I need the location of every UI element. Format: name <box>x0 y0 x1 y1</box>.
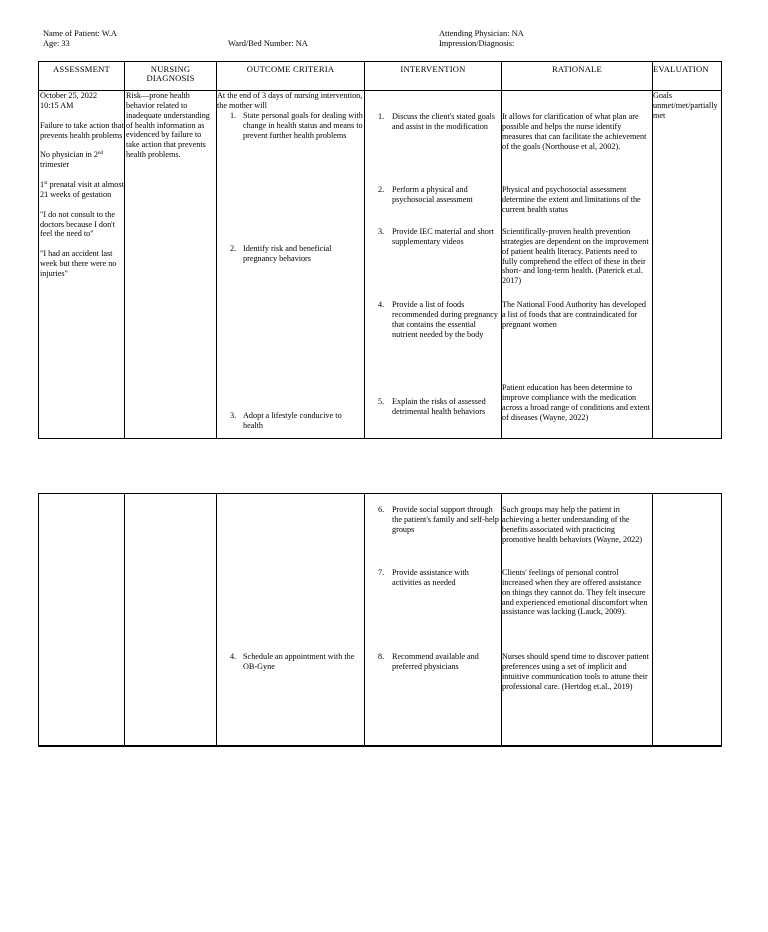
impression-diagnosis: Impression/Diagnosis: <box>439 39 515 48</box>
col-evaluation: EVALUATION <box>653 62 722 91</box>
assessment-cue: Failure to take action that prevents health problems <box>40 120 124 140</box>
nursing-diagnosis-text: Risk—prone health behavior related to inadequate understanding of health information as evidenced by failure to take action that prevents health problems. <box>126 91 210 160</box>
intervention-number: 5. <box>378 397 385 406</box>
intervention-cell <box>365 494 502 746</box>
rationale-text: It allows for clarification of what plan are possible and helps the nurse identify measures that can facilitate the achievement of the goals (Northouse et al, 2002). <box>502 112 647 151</box>
outcome-number: 3. <box>230 411 237 420</box>
intervention-number: 7. <box>378 568 385 577</box>
outcome-number: 2. <box>230 244 237 253</box>
outcome-number: 1. <box>230 111 237 120</box>
patient-name: Name of Patient: W.A <box>43 29 117 38</box>
intervention-item: Perform a physical and psychosocial assessment <box>392 185 473 204</box>
outcome-intro: At the end of 3 days of nursing intervention, the mother will <box>217 91 363 110</box>
care-plan-table-page-2 <box>38 493 722 747</box>
patient-age: Age: 33 <box>43 39 70 48</box>
evaluation-cell <box>653 91 722 439</box>
intervention-item: Provide assistance with activities as needed <box>392 568 469 587</box>
assessment-cell <box>39 91 125 439</box>
outcome-cell <box>217 91 365 439</box>
outcome-number: 4. <box>230 652 237 661</box>
table-row <box>39 494 722 746</box>
intervention-number: 4. <box>378 300 385 309</box>
assessment-cell <box>39 494 125 746</box>
assessment-date: October 25, 2022 <box>40 91 98 100</box>
outcome-cell <box>217 494 365 746</box>
rationale-cell <box>502 91 653 439</box>
assessment-quote: "I had an accident last week but there were no injuries" <box>40 249 117 278</box>
intervention-number: 2. <box>378 185 385 194</box>
outcome-item: Schedule an appointment with the OB-Gyne <box>243 652 355 671</box>
intervention-item: Discuss the client's stated goals and assist in the modification <box>392 112 495 131</box>
intervention-number: 1. <box>378 112 385 121</box>
evaluation-cell <box>653 494 722 746</box>
intervention-item: Provide a list of foods recommended during pregnancy that contains the essential nutrient needed by the body <box>392 300 498 339</box>
outcome-item: State personal goals for dealing with change in health status and means to prevent further health problems <box>243 111 363 140</box>
assessment-quote: "I do not consult to the doctors because I don't feel the need to" <box>40 209 115 239</box>
rationale-text: Physical and psychosocial assessment determine the extent and limitations of the current health status <box>502 185 641 214</box>
evaluation-text: Goals unmet/met/partially met <box>653 91 718 120</box>
intervention-item: Provide social support through the patient's family and self-help groups <box>392 505 499 534</box>
intervention-cell <box>365 91 502 439</box>
rationale-text: Clients' feelings of personal control increased when they are offered assistance on things they cannot do. They felt insecure and experienced emotional discomfort when assistance was lacking (Lauck, 2009). <box>502 568 648 617</box>
rationale-text: Nurses should spend time to discover patient preferences using a set of implicit and intuitive communication tools to attune their professional care. (Hertdog et.al., 2019) <box>502 652 649 691</box>
rationale-text: The National Food Authority has developed a list of foods that are contraindicated for pregnant women <box>502 300 646 329</box>
rationale-text: Such groups may help the patient in achieving a better understanding of the benefits associated with practicing promotive health behaviors (Wayne, 2022) <box>502 505 643 544</box>
intervention-item: Provide IEC material and short supplementary videos <box>392 227 494 246</box>
diagnosis-cell <box>125 91 217 439</box>
ward-bed-number: Ward/Bed Number: NA <box>228 39 308 48</box>
col-rationale: RATIONALE <box>502 62 653 91</box>
col-nursing-diagnosis: NURSING DIAGNOSIS <box>125 62 217 91</box>
care-plan-table-page-1 <box>38 61 722 439</box>
col-intervention: INTERVENTION <box>365 62 502 91</box>
intervention-number: 3. <box>378 227 385 236</box>
rationale-text: Patient education has been determine to improve compliance with the medication across a broad range of conditions and extent of diseases (Wayne, 2022) <box>502 383 651 422</box>
diagnosis-cell <box>125 494 217 746</box>
attending-physician: Attending Physician: NA <box>439 29 524 38</box>
assessment-time: 10:15 AM <box>40 100 74 110</box>
outcome-item: Identify risk and beneficial pregnancy behaviors <box>243 244 332 263</box>
rationale-text: Scientifically-proven health prevention strategies are dependent on the improvement of patient health literacy. Patients need to fully comprehend the effect of these in their short- and long-term health. (Paterick et.al. 2017) <box>502 227 649 286</box>
intervention-number: 8. <box>378 652 385 661</box>
assessment-cue: 1st prenatal visit at almost 21 weeks of gestation <box>40 180 124 199</box>
assessment-cue: No physician in 2nd trimester <box>40 150 103 170</box>
rationale-cell <box>502 494 653 746</box>
col-assessment: ASSESSMENT <box>39 62 125 91</box>
intervention-number: 6. <box>378 505 385 514</box>
intervention-item: Recommend available and preferred physicians <box>392 652 479 671</box>
table-row <box>39 91 722 439</box>
outcome-item: Adopt a lifestyle conducive to health <box>243 411 342 430</box>
col-outcome-criteria: OUTCOME CRITERIA <box>217 62 365 91</box>
intervention-item: Explain the risks of assessed detrimental health behaviors <box>392 397 486 416</box>
table-header-row <box>39 62 722 91</box>
